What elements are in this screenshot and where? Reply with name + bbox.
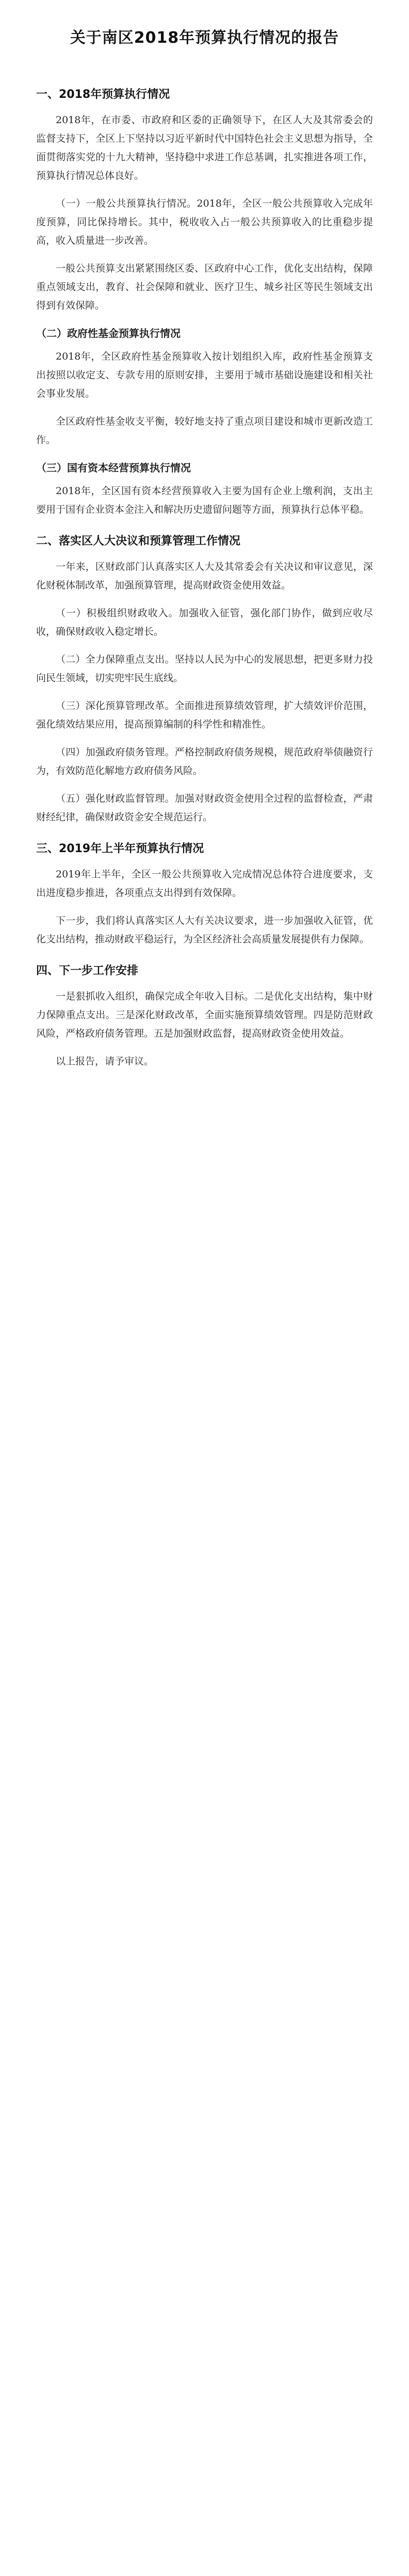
paragraph: 2018年，全区国有资本经营预算收入主要为国有企业上缴利润，支出主要用于国有企业资本金注入和解决历史遗留问题等方面，预算执行总体平稳。 [36,485,373,515]
section-2 [36,325,373,449]
paragraph: 2018年，在市委、市政府和区委的正确领导下，在区人大及其常委会的监督支持下，全区上下坚持以习近平新时代中国特色社会主义思想为指导，全面贯彻落实党的十九大精神，坚持稳中求进工作总基调，扎实推进各项工作，预算执行情况总体良好。 [36,114,373,181]
section-heading: 二、落实区人大决议和预算管理工作情况 [36,535,241,548]
document-body [36,72,373,1080]
paragraph: 以上报告，请予审议。 [56,1056,154,1067]
paragraph: （五）强化财政监督管理。加强对财政资金使用全过程的监督检查，严肃财经纪律，确保财政资金安全规范运行。 [36,793,373,823]
paragraph: （三）深化预算管理改革。全面推进预算绩效管理，扩大绩效评价范围，强化绩效结果应用，提高预算编制的科学性和精准性。 [36,700,373,730]
paragraph: 下一步，我们将认真落实区人大有关决议要求，进一步加强收入征管，优化支出结构，推动财政平稳运行，为全区经济社会高质量发展提供有力保障。 [36,915,373,945]
paragraph: 2019年上半年，全区一般公共预算收入完成情况总体符合进度要求，支出进度稳步推进，各项重点支出得到有效保障。 [36,869,373,899]
section-4 [36,532,373,826]
section-6 [36,962,373,1071]
paragraph: （四）加强政府债务管理。严格控制政府债务规模，规范政府举债融资行为，有效防范化解地方政府债务风险。 [36,747,373,776]
section-heading: （二）政府性基金预算执行情况 [36,327,181,340]
section-heading: 四、下一步工作安排 [36,964,139,977]
section-heading: 一、2018年预算执行情况 [36,88,170,101]
paragraph: 2018年，全区政府性基金预算收入按计划组织入库，政府性基金预算支出按照以收定支、专款专用的原则安排，主要用于城市基础设施建设和相关社会事业发展。 [36,351,373,399]
paragraph: （二）全力保障重点支出。坚持以人民为中心的发展思想，把更多财力投向民生领域，切实兜牢民生底线。 [36,654,373,684]
section-1 [36,86,373,315]
page-title: 关于南区2018年预算执行情况的报告 [70,29,339,47]
paragraph: （一）积极组织财政收入。加强收入征管，强化部门协作，做到应收尽收，确保财政收入稳定增长。 [36,607,373,637]
paragraph: 全区政府性基金收支平衡，较好地支持了重点项目建设和城市更新改造工作。 [36,416,373,446]
section-heading: （三）国有资本经营预算执行情况 [36,462,191,474]
section-5 [36,840,373,948]
section-heading: 三、2019年上半年预算执行情况 [36,842,204,855]
paragraph: 一是狠抓收入组织，确保完成全年收入目标。二是优化支出结构，集中财力保障重点支出。三是深化财政改革，全面实施预算绩效管理。四是防范财政风险，严格政府债务管理。五是加强财政监督，提高财政资金使用效益。 [36,991,373,1039]
paragraph: 一年来，区财政部门认真落实区人大及其常委会有关决议和审议意见，深化财税体制改革，加强预算管理，提高财政资金使用效益。 [36,561,373,591]
paragraph: 一般公共预算支出紧紧围绕区委、区政府中心工作，优化支出结构，保障重点领域支出，教育、社会保障和就业、医疗卫生、城乡社区等民生领域支出得到有效保障。 [36,263,373,311]
section-3 [36,460,373,519]
paragraph: （一）一般公共预算执行情况。2018年，全区一般公共预算收入完成年度预算，同比保持增长。其中，税收收入占一般公共预算收入的比重稳步提高，收入质量进一步改善。 [36,198,373,246]
